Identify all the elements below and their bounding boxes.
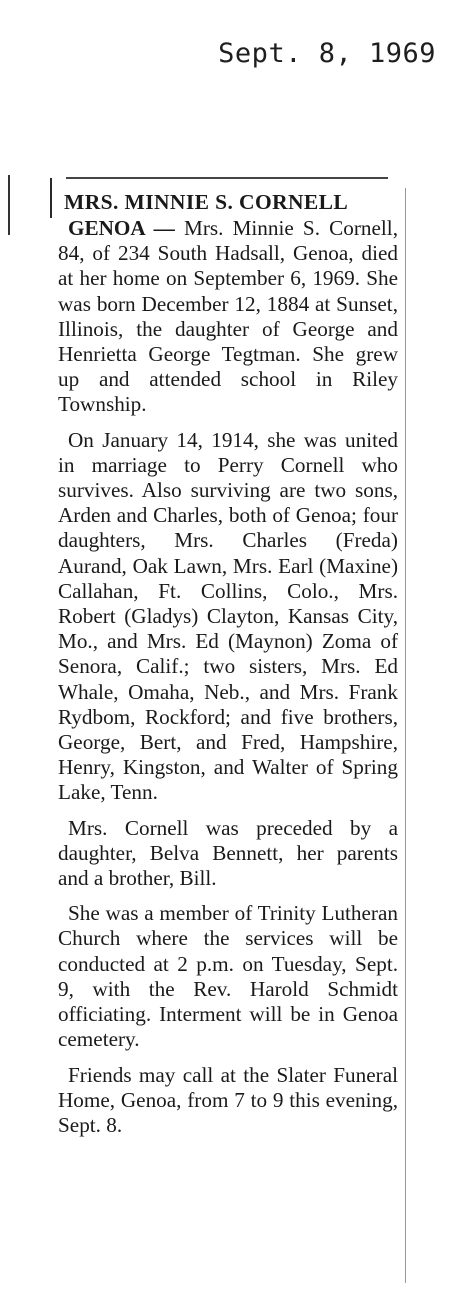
obituary-paragraph-2: On January 14, 1914, she was united in marriage to Perry Cornell who survives. Also surviving are two sons, Arden and Charles, both of Genoa; four daughters, Mrs. Charles (Freda) Aurand, Oak Lawn, Mrs. Earl (Maxine) Callahan, Ft. Collins, Colo., Mrs. Robert (Gladys) Clayton, Kansas City, Mo., and Mrs. Ed (Maynon) Zoma of Senora, Calif.; two sisters, Mrs. Ed Whale, Omaha, Neb., and Mrs. Frank Rydbom, Rockford; and five brothers, George, Bert, and Fred, Hampshire, Henry, Kingston, and Walter of Spring Lake, Tenn. bbox=[58, 427, 398, 805]
dateline: GENOA — bbox=[68, 216, 175, 240]
clipping-top-rule bbox=[66, 177, 388, 179]
obituary-paragraph-5: Friends may call at the Slater Funeral Home, Genoa, from 7 to 9 this evening, Sept. 8. bbox=[58, 1062, 398, 1137]
obituary-paragraph-3: Mrs. Cornell was preceded by a daughter, Belva Bennett, her parents and a brother, Bill. bbox=[58, 815, 398, 891]
obituary-clipping bbox=[58, 178, 398, 1290]
obituary-headline: MRS. MINNIE S. CORNELL bbox=[64, 190, 349, 214]
handwritten-date: Sept. 8, 1969 bbox=[218, 38, 436, 69]
paragraph-1-text: Mrs. Minnie S. Cornell, 84, of 234 South Hadsall, Genoa, died at her home on September 6, 1969. She was born December 12, 1884 at Sunset, Illinois, the daughter of George and Henrietta George Tegtman. She grew up and attended school in Riley Township. bbox=[58, 216, 398, 417]
margin-rule bbox=[8, 175, 10, 235]
clipping-left-rule bbox=[50, 178, 52, 218]
obituary-paragraph-1 bbox=[58, 216, 398, 418]
obituary-paragraph-4: She was a member of Trinity Lutheran Church where the services will be conducted at 2 p.m. on Tuesday, Sept. 9, with the Rev. Harold Schmidt officiating. Interment will be in Genoa cemetery. bbox=[58, 901, 398, 1052]
clipping-right-rule bbox=[405, 188, 406, 1283]
